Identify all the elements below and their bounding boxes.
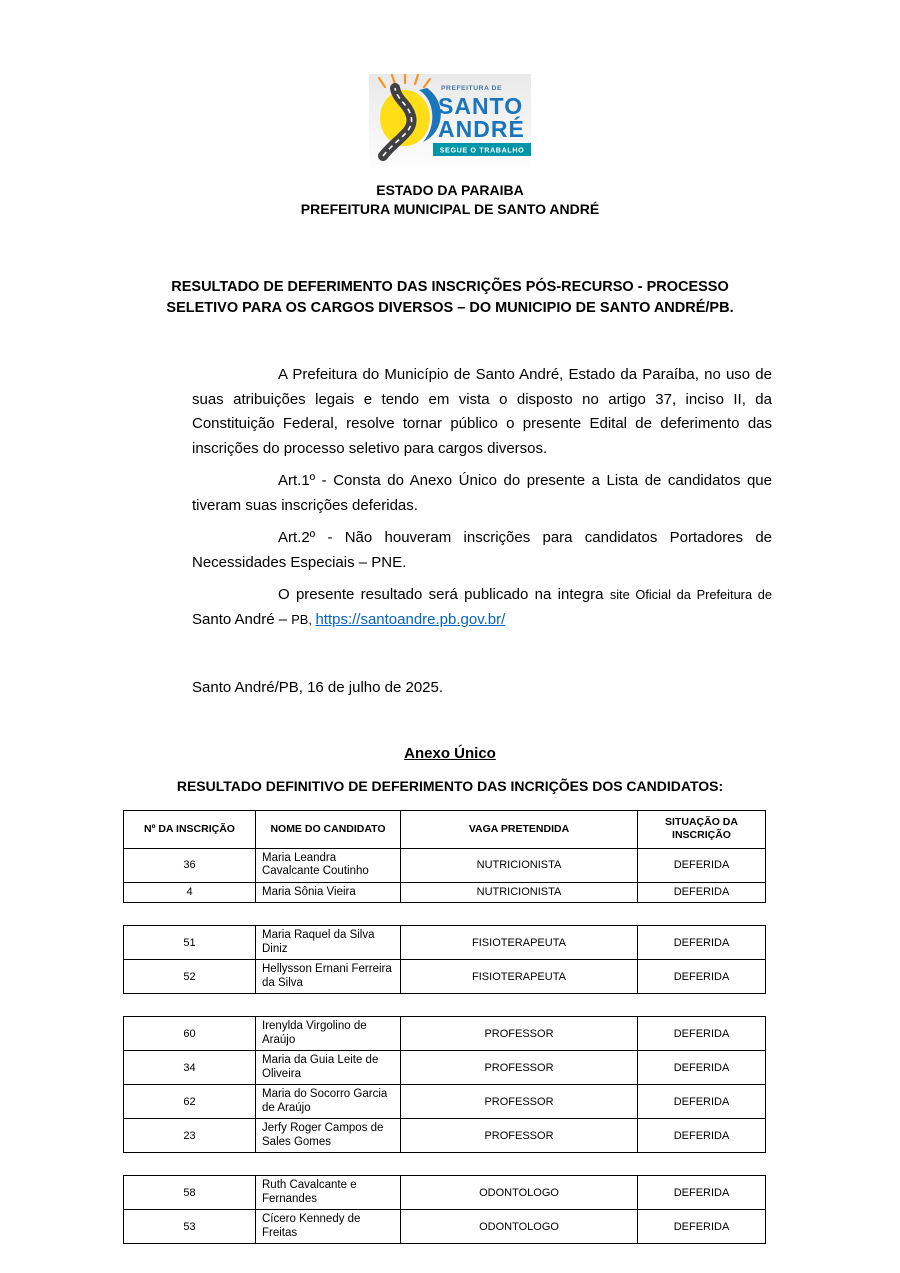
logo-andre-text: ANDRÉ <box>438 116 525 142</box>
status-cell: DEFERIDA <box>638 1017 766 1051</box>
inscription-number-cell: 62 <box>124 1085 256 1119</box>
status-cell: DEFERIDA <box>638 1210 766 1244</box>
candidate-name-cell: Ruth Cavalcante e Fernandes <box>256 1176 401 1210</box>
table-row <box>124 1051 766 1085</box>
column-header: VAGA PRETENDIDA <box>401 810 638 848</box>
table-row <box>124 1176 766 1210</box>
candidate-name-cell: Irenylda Virgolino de Araújo <box>256 1017 401 1051</box>
position-cell: PROFESSOR <box>401 1085 638 1119</box>
document-title: RESULTADO DE DEFERIMENTO DAS INSCRIÇÕES PÓS-RECURSO - PROCESSO SELETIVO PARA OS CARGOS DIVERSOS – DO MUNICIPIO DE SANTO ANDRÉ/PB. <box>166 279 734 316</box>
annex-table-3 <box>123 1016 766 1153</box>
status-cell: DEFERIDA <box>638 1085 766 1119</box>
official-site-link[interactable]: https://santoandre.pb.gov.br/ <box>315 610 506 628</box>
inscription-number-cell: 60 <box>124 1017 256 1051</box>
position-cell: ODONTOLOGO <box>401 1210 638 1244</box>
inscription-number-cell: 36 <box>124 848 256 882</box>
position-cell: ODONTOLOGO <box>401 1176 638 1210</box>
table-row <box>124 1017 766 1051</box>
logo-banner-text: SEGUE O TRABALHO <box>439 145 525 155</box>
column-header: NOME DO CANDIDATO <box>256 810 401 848</box>
table-row <box>124 1085 766 1119</box>
table-row <box>124 960 766 994</box>
column-header: SITUAÇÃO DA INSCRIÇÃO <box>638 810 766 848</box>
publication-text-2: site Oficial da Prefeitura de <box>609 587 772 602</box>
logo-santo-text: SANTO <box>438 93 524 119</box>
status-cell: DEFERIDA <box>638 1051 766 1085</box>
annex-table-2 <box>123 925 766 994</box>
candidate-name-cell: Maria Leandra Cavalcante Coutinho <box>256 848 401 882</box>
position-cell: NUTRICIONISTA <box>401 882 638 903</box>
publication-text-4: PB, <box>291 611 316 627</box>
date-line: Santo André/PB, 16 de julho de 2025. <box>192 679 444 696</box>
candidate-name-cell: Maria Sônia Vieira <box>256 882 401 903</box>
position-cell: PROFESSOR <box>401 1051 638 1085</box>
table-row <box>124 848 766 882</box>
table-row <box>124 1119 766 1153</box>
annex-tables <box>123 810 765 1245</box>
annex-title: Anexo Único <box>404 744 496 762</box>
org-header <box>0 181 900 219</box>
candidate-name-cell: Maria Raquel da Silva Diniz <box>256 926 401 960</box>
status-cell: DEFERIDA <box>638 848 766 882</box>
paragraph-art1: Art.1º - Consta do Anexo Único do presente a Lista de candidatos que tiveram suas inscrições deferidas. <box>192 472 772 514</box>
candidate-name-cell: Hellysson Ernani Ferreira da Silva <box>256 960 401 994</box>
inscription-number-cell: 53 <box>124 1210 256 1244</box>
document-body <box>192 363 772 701</box>
annex-table-1 <box>123 810 766 904</box>
paragraph-publication <box>192 583 772 632</box>
paragraph-intro: A Prefeitura do Município de Santo André, Estado da Paraíba, no uso de suas atribuições legais e tendo em vista o disposto no artigo 37, inciso II, da Constituição Federal, resolve tornar público o presente Edital de deferimento das inscrições do processo seletivo para cargos diversos. <box>192 366 772 457</box>
status-cell: DEFERIDA <box>638 926 766 960</box>
candidate-name-cell: Maria do Socorro Garcia de Araújo <box>256 1085 401 1119</box>
paragraph-art2: Art.2º - Não houveram inscrições para candidatos Portadores de Necessidades Especiais – PNE. <box>192 529 772 571</box>
candidate-name-cell: Jerfy Roger Campos de Sales Gomes <box>256 1119 401 1153</box>
inscription-number-cell: 34 <box>124 1051 256 1085</box>
inscription-number-cell: 4 <box>124 882 256 903</box>
publication-text-1: O presente resultado será publicado na integra <box>278 586 610 603</box>
status-cell: DEFERIDA <box>638 882 766 903</box>
position-cell: PROFESSOR <box>401 1119 638 1153</box>
inscription-number-cell: 23 <box>124 1119 256 1153</box>
municipality-line: PREFEITURA MUNICIPAL DE SANTO ANDRÉ <box>300 201 600 217</box>
position-cell: PROFESSOR <box>401 1017 638 1051</box>
candidate-name-cell: Maria da Guia Leite de Oliveira <box>256 1051 401 1085</box>
table-header-row <box>124 810 766 848</box>
city-logo <box>369 74 531 168</box>
position-cell: FISIOTERAPEUTA <box>401 960 638 994</box>
publication-text-3: Santo André – <box>192 610 292 628</box>
logo-container <box>0 0 900 173</box>
column-header: Nº DA INSCRIÇÃO <box>124 810 256 848</box>
position-cell: FISIOTERAPEUTA <box>401 926 638 960</box>
annex-subtitle: RESULTADO DEFINITIVO DE DEFERIMENTO DAS INCRIÇÕES DOS CANDIDATOS: <box>176 777 724 794</box>
table-row <box>124 882 766 903</box>
table-row <box>124 1210 766 1244</box>
inscription-number-cell: 58 <box>124 1176 256 1210</box>
inscription-number-cell: 51 <box>124 926 256 960</box>
annex-table-4 <box>123 1175 766 1244</box>
state-line: ESTADO DA PARAIBA <box>376 182 524 198</box>
position-cell: NUTRICIONISTA <box>401 848 638 882</box>
status-cell: DEFERIDA <box>638 1176 766 1210</box>
status-cell: DEFERIDA <box>638 1119 766 1153</box>
inscription-number-cell: 52 <box>124 960 256 994</box>
logo-prefeitura-de-text: PREFEITURA DE <box>441 85 503 92</box>
table-row <box>124 926 766 960</box>
status-cell: DEFERIDA <box>638 960 766 994</box>
candidate-name-cell: Cícero Kennedy de Freitas <box>256 1210 401 1244</box>
